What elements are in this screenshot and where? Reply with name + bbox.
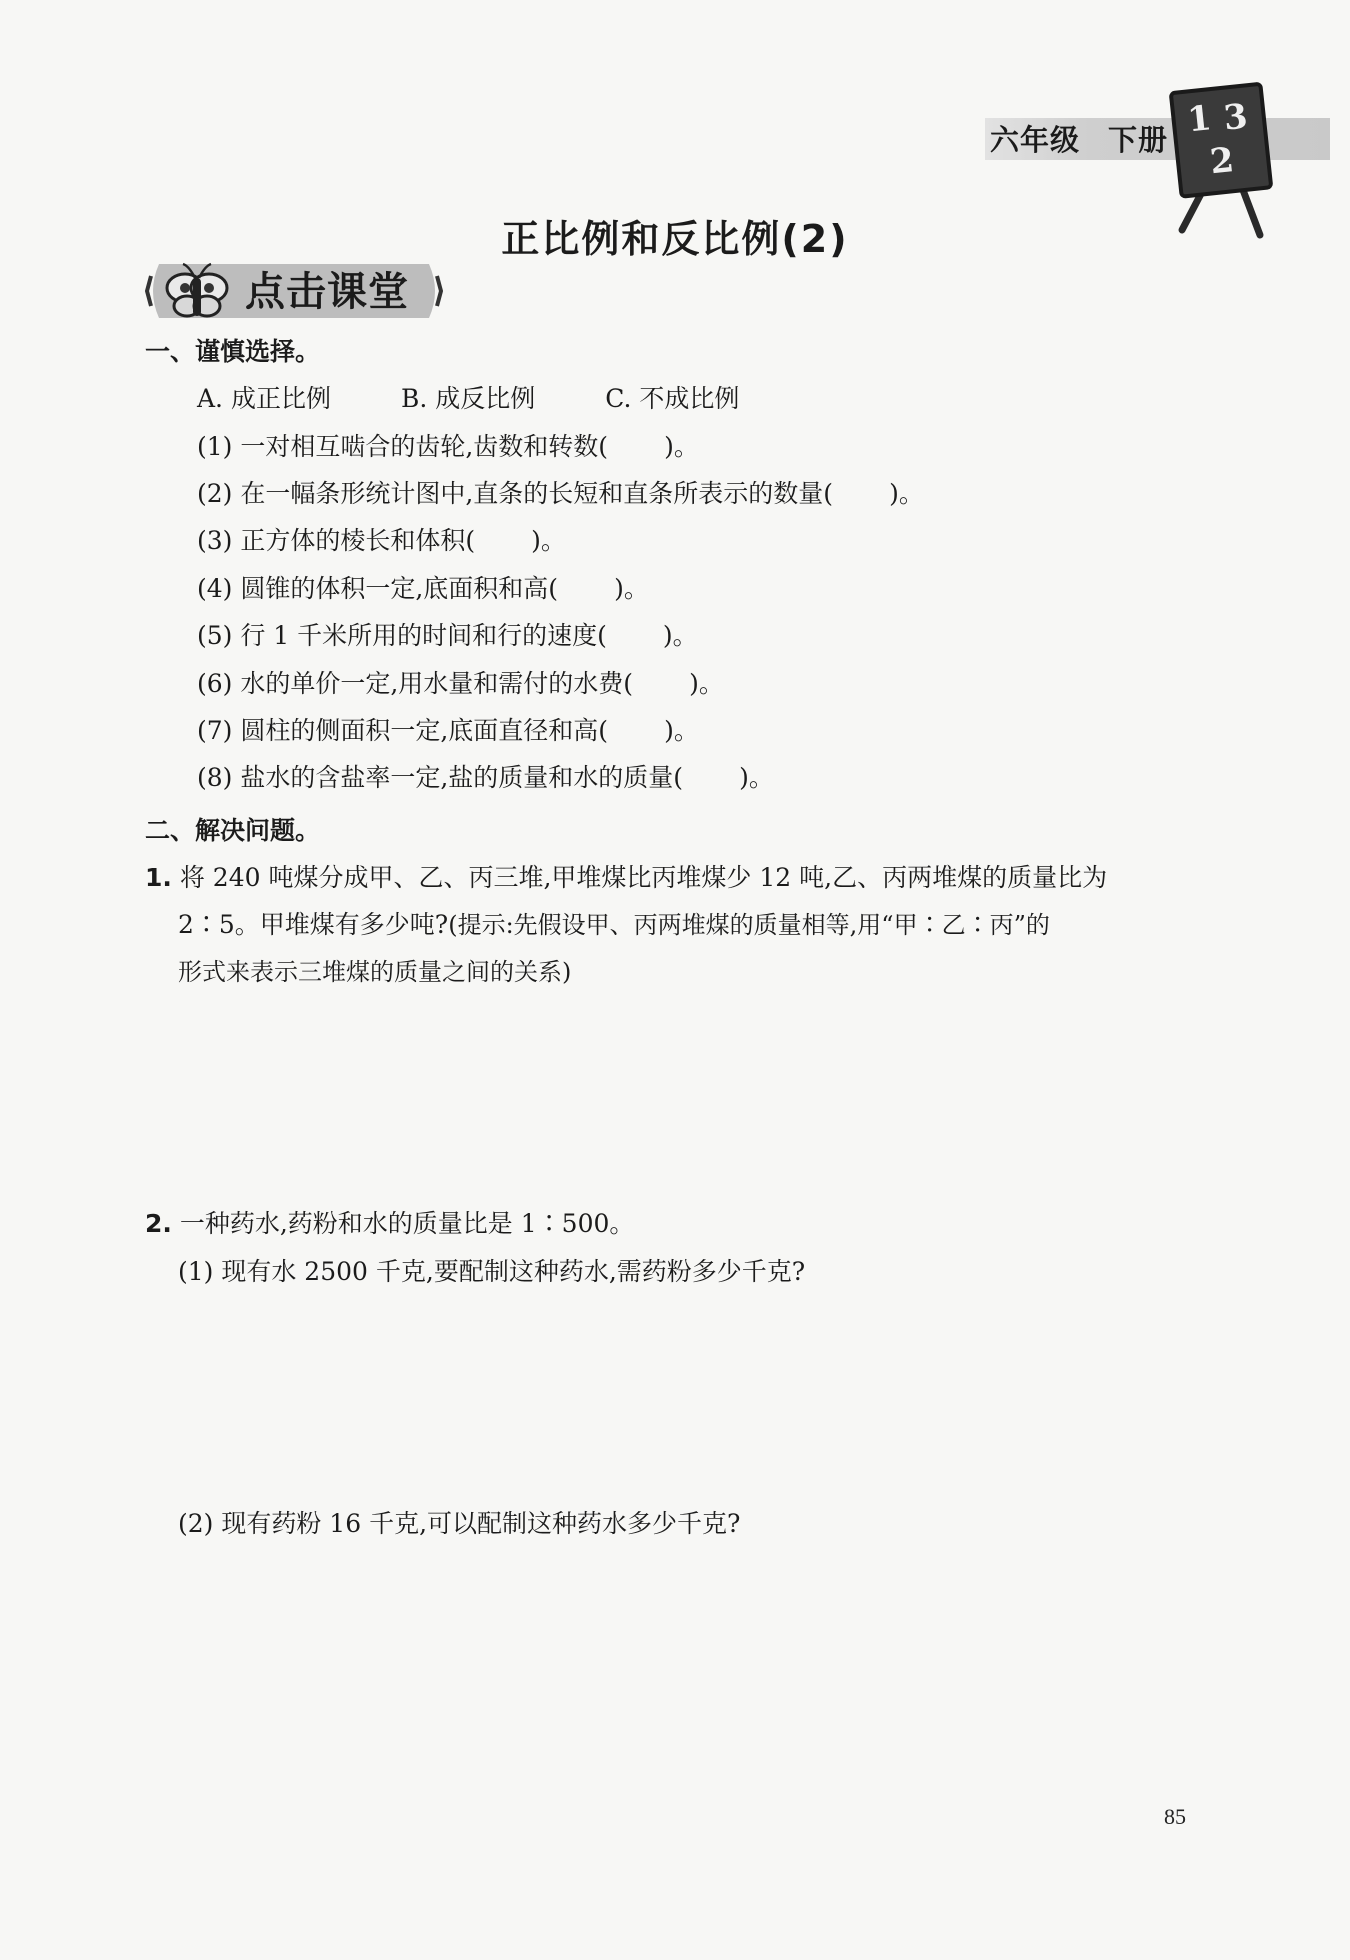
option-c: C. 不成比例 [605, 384, 740, 413]
volume-text: 下册 [1108, 123, 1169, 157]
question-2-2-answer-area[interactable] [178, 1552, 1178, 1772]
choice-item-8: (8) 盐水的含盐率一定,盐的质量和水的质量( )。 [197, 763, 774, 792]
board-digit-2: 2 [1208, 140, 1236, 183]
choice-options [197, 379, 809, 419]
question-2-1-answer-area[interactable] [178, 1300, 1178, 1500]
choice-item-2: (2) 在一幅条形统计图中,直条的长短和直条所表示的数量( )。 [197, 479, 924, 508]
choice-item-7: (7) 圆柱的侧面积一定,底面直径和高( )。 [197, 716, 699, 745]
question-2-sub-1: (1) 现有水 2500 千克,要配制这种药水,需药粉多少千克? [178, 1257, 806, 1286]
choice-item-6: (6) 水的单价一定,用水量和需付的水费( )。 [197, 669, 724, 698]
board-digit-3: 3 [1221, 96, 1250, 139]
choice-item-1: (1) 一对相互啮合的齿轮,齿数和转数( )。 [197, 432, 699, 461]
question-2-number: 2. [145, 1209, 172, 1238]
question-1-line-2: 2∶5。甲堆煤有多少吨?(提示:先假设甲、丙两堆煤的质量相等,用“甲∶乙∶丙”的 [178, 910, 1050, 939]
grade-label [990, 120, 1168, 160]
page-number: 85 [1164, 1804, 1186, 1829]
part2-heading: 二、解决问题。 [145, 816, 321, 845]
choice-item-4: (4) 圆锥的体积一定,底面积和高( )。 [197, 574, 649, 603]
question-1-line-1: 1. 将 240 吨煤分成甲、乙、丙三堆,甲堆煤比丙堆煤少 12 吨,乙、丙两堆煤的质量比为 [145, 863, 1108, 892]
question-1-hint: (提示:先假设甲、丙两堆煤的质量相等,用“甲∶乙∶丙”的 [448, 911, 1050, 939]
option-a: A. 成正比例 [197, 384, 331, 413]
question-1-hint-line-2: 形式来表示三堆煤的质量之间的关系) [178, 958, 572, 986]
choice-item-5: (5) 行 1 千米所用的时间和行的速度( )。 [197, 621, 698, 650]
question-2-sub-2: (2) 现有药粉 16 千克,可以配制这种药水多少千克? [178, 1509, 741, 1538]
page-title: 正比例和反比例(2) [501, 217, 849, 261]
option-b: B. 成反比例 [400, 384, 536, 413]
choice-item-3: (3) 正方体的棱长和体积( )。 [197, 526, 566, 555]
grade-text: 六年级 [990, 123, 1081, 157]
part1-heading: 一、谨慎选择。 [145, 337, 321, 366]
section-banner-label: 点击课堂 [245, 269, 409, 315]
question-1-answer-area[interactable] [178, 1000, 1178, 1200]
question-1-number: 1. [145, 863, 172, 892]
board-digit-1: 1 [1185, 98, 1214, 141]
question-2-stem: 2. 一种药水,药粉和水的质量比是 1∶500。 [145, 1209, 635, 1238]
